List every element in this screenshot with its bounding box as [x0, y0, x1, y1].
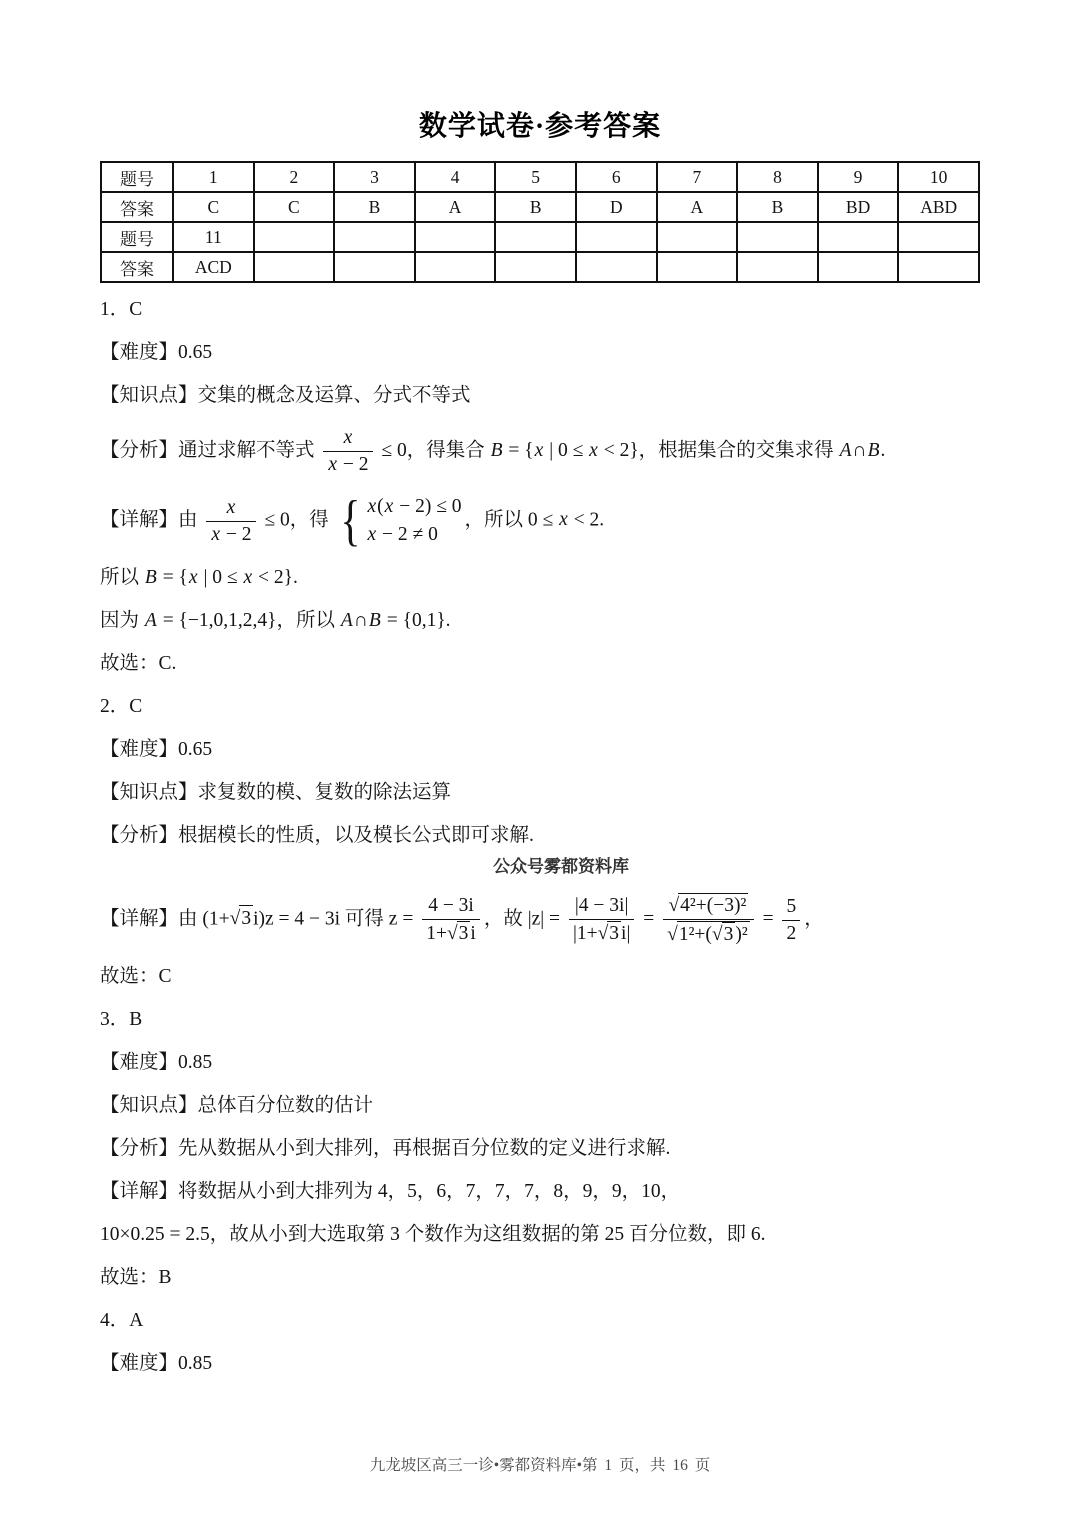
q2-difficulty — [100, 737, 980, 763]
text-run: 【分析】先从数据从小到大排列，再根据百分位数的定义进行求解. — [100, 1138, 671, 1159]
table-cell — [898, 252, 979, 282]
text-run: i| — [621, 923, 631, 944]
text-run: = { — [503, 439, 534, 461]
q2-final-choice — [100, 964, 980, 990]
q2-answer — [100, 694, 980, 720]
table-cell: A — [415, 192, 496, 222]
denominator — [569, 919, 634, 946]
table-cell: 10 — [898, 162, 979, 192]
fraction — [569, 894, 634, 946]
text-run: ∩ — [852, 439, 867, 461]
text-run: 故选：B — [100, 1267, 172, 1288]
table-row-answers-2 — [101, 252, 979, 282]
row-header: 答案 — [101, 192, 173, 222]
denominator — [206, 521, 255, 547]
denominator — [323, 451, 372, 477]
text-run: 【难度】0.65 — [100, 739, 213, 760]
text-run: 【难度】0.85 — [100, 1353, 213, 1374]
text-run: | 0 ≤ — [544, 439, 589, 461]
table-cell: 1 — [173, 162, 254, 192]
numerator — [569, 894, 634, 919]
table-cell: A — [657, 192, 738, 222]
table-cell: D — [576, 192, 657, 222]
watermark-text: 公众号雾都资料库 — [493, 857, 629, 876]
table-cell: 7 — [657, 162, 738, 192]
row-header: 题号 — [101, 162, 173, 192]
numerator — [663, 893, 754, 919]
table-cell — [898, 222, 979, 252]
radical — [230, 905, 253, 932]
row-header: 题号 — [101, 222, 173, 252]
fraction — [206, 496, 255, 547]
text-run: − 2 — [338, 454, 369, 475]
text-run: 【详解】将数据从小到大排列为 4，5，6，7，7，7，8，9，9，10， — [100, 1181, 681, 1202]
text-run: 1+ — [426, 923, 447, 944]
page-content — [0, 104, 1080, 1377]
text-run: i — [470, 923, 476, 944]
cases-row — [367, 522, 462, 548]
table-cell — [334, 252, 415, 282]
text-run: = — [757, 908, 779, 930]
text-run: 【难度】0.65 — [100, 342, 213, 363]
text-run: 5 — [786, 895, 797, 917]
table-cell: 6 — [576, 162, 657, 192]
text-run: ，所以 0 ≤ — [464, 509, 559, 531]
q3-difficulty — [100, 1050, 980, 1076]
text-run: 【详解】由 — [100, 509, 203, 531]
table-cell: C — [173, 192, 254, 222]
math-variable: B — [368, 610, 381, 631]
q1-solution — [100, 489, 980, 552]
text-run: 3．B — [100, 1009, 143, 1030]
radical — [447, 921, 470, 946]
text-run: − 2 — [221, 523, 252, 545]
row-header: 答案 — [101, 252, 173, 282]
table-cell — [576, 222, 657, 252]
table-cell — [737, 222, 818, 252]
math-variable: x — [226, 496, 236, 518]
text-run: 3 — [458, 923, 469, 944]
text-run: 【分析】根据模长的性质，以及模长公式即可求解. — [100, 825, 534, 846]
text-run: 【知识点】交集的概念及运算、分式不等式 — [100, 385, 471, 406]
radicand — [678, 893, 748, 918]
table-cell: 8 — [737, 162, 818, 192]
radical-sign: √ — [446, 923, 458, 944]
table-cell — [334, 222, 415, 252]
q1-knowledge-points — [100, 383, 980, 409]
text-run: = { — [157, 567, 188, 588]
fraction — [422, 894, 480, 946]
table-cell — [254, 222, 335, 252]
text-run: 2 — [786, 922, 797, 944]
table-cell: 3 — [334, 162, 415, 192]
q3-solution-line-1 — [100, 1179, 980, 1205]
radical-sign: √ — [229, 908, 241, 930]
text-run: 【详解】由 (1+ — [100, 908, 230, 930]
text-run: < 2}. — [253, 567, 298, 588]
text-run: 1²+( — [678, 924, 712, 945]
table-cell: ABD — [898, 192, 979, 222]
math-variable: x — [559, 509, 568, 531]
radicand — [677, 921, 750, 947]
table-cell — [818, 222, 899, 252]
text-run: 【知识点】总体百分位数的估计 — [100, 1095, 374, 1116]
q1-final-choice — [100, 651, 980, 677]
q2-solution — [100, 893, 980, 947]
page-footer: 九龙坡区高三一诊•雾都资料库•第 1 页，共 16 页 — [369, 1457, 711, 1474]
text-run: < 2. — [568, 509, 605, 531]
numerator — [422, 894, 480, 919]
q1-answer — [100, 297, 980, 323]
math-variable: x — [589, 439, 598, 461]
table-cell — [818, 252, 899, 282]
q4-answer — [100, 1308, 980, 1334]
math-variable: A — [340, 610, 353, 631]
numerator — [782, 895, 800, 920]
text-run: 故选：C — [100, 966, 172, 987]
table-cell: BD — [818, 192, 899, 222]
numerator — [323, 426, 372, 451]
math-variable: x — [211, 523, 221, 545]
text-run: . — [880, 439, 886, 461]
q1-conclusion-set-b — [100, 565, 980, 591]
text-run: 所以 — [100, 567, 144, 588]
denominator — [663, 919, 754, 947]
solutions-section — [100, 297, 980, 1377]
denominator — [422, 919, 480, 946]
text-run: ≤ 0，得集合 — [376, 439, 490, 461]
q1-analysis — [100, 426, 980, 477]
text-run: |4 − 3i| — [574, 895, 629, 916]
text-run: 【难度】0.85 — [100, 1052, 213, 1073]
q2-analysis — [100, 823, 980, 849]
radicand — [457, 921, 471, 946]
text-run: = {0,1}. — [381, 610, 451, 631]
text-run: | 0 ≤ — [198, 567, 243, 588]
table-cell: 4 — [415, 162, 496, 192]
math-variable: x — [367, 524, 377, 545]
q3-knowledge-points — [100, 1093, 980, 1119]
text-run: = — [638, 908, 660, 930]
table-cell: B — [495, 192, 576, 222]
fraction — [323, 426, 372, 477]
cases-rows — [367, 494, 462, 548]
q3-solution-line-2 — [100, 1222, 980, 1248]
radical-sign: √ — [711, 924, 723, 945]
math-variable: x — [343, 427, 353, 448]
table-cell — [737, 252, 818, 282]
text-run: ( — [377, 496, 384, 517]
math-variable: A — [839, 439, 852, 461]
table-cell: B — [334, 192, 415, 222]
table-row-answers-1 — [101, 192, 979, 222]
q4-difficulty — [100, 1351, 980, 1377]
table-cell: ACD — [173, 252, 254, 282]
radicand — [722, 922, 736, 947]
numerator — [206, 496, 255, 521]
table-cell — [657, 222, 738, 252]
radical-sign: √ — [667, 924, 678, 945]
text-run: − 2) ≤ 0 — [394, 496, 462, 517]
math-variable: B — [144, 567, 157, 588]
table-cell: 5 — [495, 162, 576, 192]
text-run: 3 — [723, 924, 734, 945]
table-cell — [415, 252, 496, 282]
radicand — [239, 905, 253, 932]
table-cell — [495, 252, 576, 282]
math-variable: x — [384, 496, 394, 517]
table-cell: 9 — [818, 162, 899, 192]
answer-table — [100, 161, 980, 283]
text-run: 【知识点】求复数的模、复数的除法运算 — [100, 782, 452, 803]
fraction — [782, 895, 800, 946]
page-title: 数学试卷·参考答案 — [418, 111, 662, 142]
cases-system — [337, 489, 462, 552]
fraction — [663, 893, 754, 947]
left-brace: { — [339, 489, 361, 552]
math-variable: x — [534, 439, 544, 461]
table-row-question-numbers-2 — [101, 222, 979, 252]
radical-sign: √ — [668, 895, 680, 916]
text-run: 4 − 3i — [428, 895, 474, 916]
table-row-question-numbers-1 — [101, 162, 979, 192]
cases-row — [367, 494, 462, 520]
table-cell — [576, 252, 657, 282]
denominator — [782, 920, 800, 946]
text-run: 故选：C. — [100, 653, 177, 674]
radical — [712, 922, 735, 947]
text-run: i)z = 4 − 3i 可得 z = — [253, 908, 419, 930]
radical-sign: √ — [597, 923, 609, 944]
text-run: 因为 — [100, 610, 144, 631]
text-run: |1+ — [572, 923, 598, 944]
text-run: < 2}，根据集合的交集求得 — [598, 439, 839, 461]
table-cell: 2 — [254, 162, 335, 192]
math-variable: x — [188, 567, 198, 588]
text-run: ， — [804, 908, 824, 930]
text-run: )² — [735, 924, 748, 945]
table-cell — [495, 222, 576, 252]
table-cell — [657, 252, 738, 282]
math-variable: x — [243, 567, 253, 588]
math-variable: x — [328, 454, 338, 475]
math-variable: B — [490, 439, 503, 461]
table-cell: B — [737, 192, 818, 222]
table-cell — [254, 252, 335, 282]
text-run: 4．A — [100, 1310, 144, 1331]
math-variable: A — [144, 610, 157, 631]
text-run: ∩ — [353, 610, 368, 631]
q1-difficulty — [100, 340, 980, 366]
text-run: 2．C — [100, 696, 143, 717]
radicand — [607, 921, 621, 946]
q1-conclusion-intersection — [100, 608, 980, 634]
q3-answer — [100, 1007, 980, 1033]
text-run: 3 — [241, 908, 252, 930]
text-run: ，故 |z| = — [483, 908, 565, 930]
q2-knowledge-points — [100, 780, 980, 806]
text-run: 10×0.25 = 2.5，故从小到大选取第 3 个数作为这组数据的第 25 百分位数，即 6. — [100, 1224, 766, 1245]
table-cell: C — [254, 192, 335, 222]
text-run: 【分析】通过求解不等式 — [100, 439, 320, 461]
text-run: 1．C — [100, 299, 143, 320]
math-variable: x — [367, 496, 377, 517]
table-cell — [415, 222, 496, 252]
text-run: 3 — [609, 923, 620, 944]
q3-analysis — [100, 1136, 980, 1162]
text-run: ≤ 0，得 — [259, 509, 334, 531]
math-variable: B — [867, 439, 880, 461]
text-run: = {−1,0,1,2,4}，所以 — [157, 610, 340, 631]
radical — [668, 893, 748, 918]
radical — [667, 921, 750, 947]
table-cell: 11 — [173, 222, 254, 252]
text-run: 4²+(−3)² — [680, 895, 747, 916]
q3-final-choice — [100, 1265, 980, 1291]
text-run: − 2 ≠ 0 — [377, 524, 438, 545]
radical — [598, 921, 621, 946]
